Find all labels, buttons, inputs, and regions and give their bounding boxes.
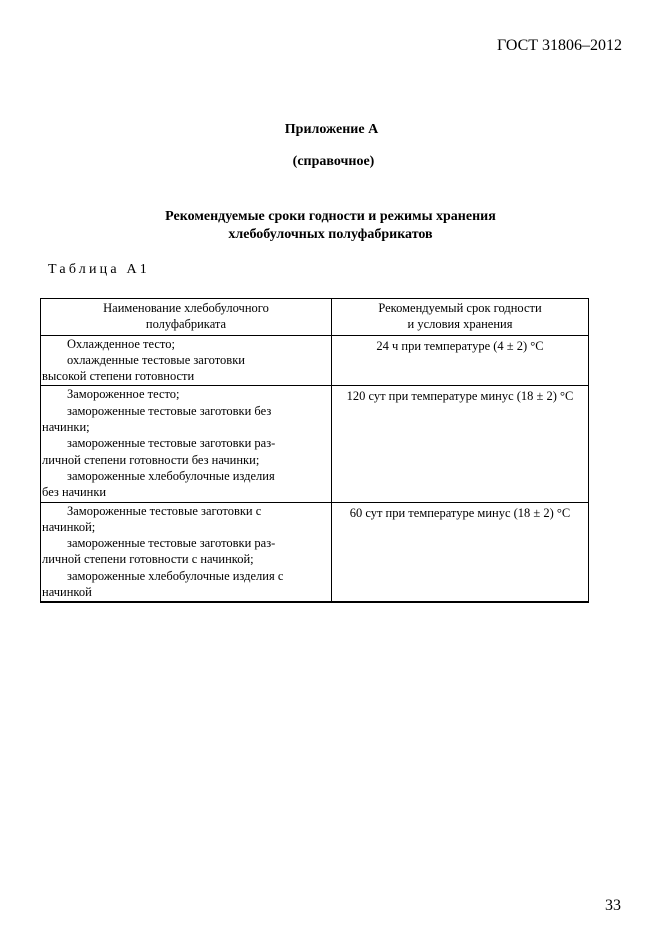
product-line: Замороженное тесто; (67, 387, 180, 402)
appendix-subtitle: (справочное) (292, 154, 375, 169)
product-line: Охлажденное тесто; (67, 336, 175, 351)
header-storage-line-1: Рекомендуемый срок годности (378, 301, 542, 315)
document-title-line-1: Рекомендуемые сроки годности и режимы хранения (165, 209, 496, 224)
storage-cell: 24 ч при температуре (4 ± 2) °С (332, 335, 589, 386)
product-line: Замороженные тестовые заготовки с (67, 503, 262, 518)
table-header-row (41, 299, 589, 336)
product-name-cell (41, 502, 332, 602)
product-line: замороженные тестовые заготовки раз- (67, 536, 276, 551)
product-line: охлажденные тестовые заготовки (67, 352, 245, 367)
document-title (0, 208, 661, 244)
product-line: начинки; (42, 420, 90, 435)
product-line: высокой степени готовности (42, 369, 195, 384)
product-name-cell (41, 386, 332, 502)
product-line: замороженные тестовые заготовки без (67, 403, 272, 418)
table-row (41, 502, 589, 602)
table-row (41, 386, 589, 502)
appendix-title: Приложение А (284, 122, 379, 137)
product-name-cell (41, 335, 332, 386)
standard-code: ГОСТ 31806–2012 (497, 37, 623, 54)
product-line: личной степени готовности без начинки; (42, 452, 260, 467)
product-line: без начинки (42, 485, 107, 500)
header-product-name (41, 299, 332, 336)
product-line: замороженные хлебобулочные изделия (67, 468, 275, 483)
header-product-name-line-1: Наименование хлебобулочного (103, 301, 269, 315)
header-product-name-line-2: полуфабриката (145, 317, 227, 332)
product-line: замороженные хлебобулочные изделия с (67, 568, 284, 583)
header-storage-conditions (332, 299, 589, 336)
header-storage-line-2: и условия хранения (407, 317, 513, 332)
storage-cell: 120 сут при температуре минус (18 ± 2) °С (332, 386, 589, 502)
product-line: личной степени готовности с начинкой; (42, 552, 254, 567)
table-row (41, 335, 589, 386)
storage-cell: 60 сут при температуре минус (18 ± 2) °С (332, 502, 589, 602)
storage-table (40, 298, 589, 603)
page-number: 33 (605, 897, 621, 914)
product-line: замороженные тестовые заготовки раз- (67, 436, 276, 451)
product-line: начинкой (42, 585, 92, 600)
document-title-line-2: хлебобулочных полуфабрикатов (228, 227, 433, 242)
product-line: начинкой; (42, 519, 96, 534)
table-caption: Таблица А1 (48, 262, 150, 277)
